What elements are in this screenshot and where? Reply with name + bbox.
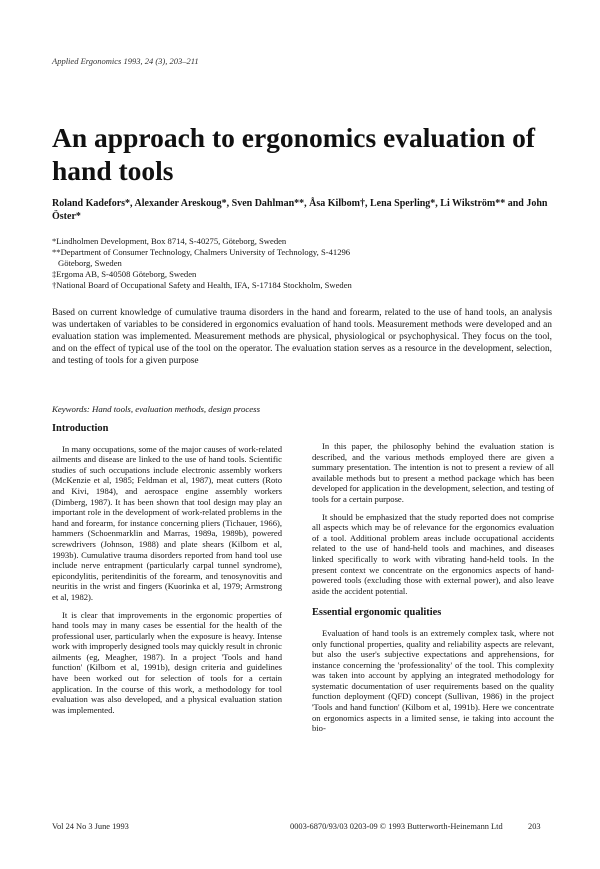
left-column <box>52 424 282 715</box>
footer-copyright: 0003-6870/93/03 0203-09 © 1993 Butterworth-Heinemann Ltd <box>290 822 503 831</box>
paragraph: Evaluation of hand tools is an extremely complex task, where not only functional properties, quality and reliability aspects are relevant, but also the user's subjective expectations and apprehensions, for instance concerning the 'professionality' of the tool. This complexity was taken into account by applying an integrated methodology for systematic documentation of user requirements based on the quality function deployment (QFD) concept (Sullivan, 1986) in the project 'Tools and hand function' (Kilbom et al, 1991b). Here we concentrate on ergonomics aspects in a limited sense, ie taking into account the bio- <box>312 627 554 734</box>
page-number: 203 <box>528 822 541 831</box>
paragraph: It should be emphasized that the study reported does not comprise all aspects which may be of relevance for the ergonomics evaluation of a tool. Additional problem areas include occupational accidents related to the use of hand-held tools and machines, and diseases linked specifically to work with vibrating hand-held tools. In the present context we concentrate on the ergonomics aspects of hand-powered tools (excluding those with external power), and also leave aside the accident potential. <box>312 511 554 596</box>
section-heading-introduction: Introduction <box>52 423 109 434</box>
affiliation-2: **Department of Consumer Technology, Chalmers University of Technology, S-41296 <box>52 247 351 257</box>
paragraph: In this paper, the philosophy behind the evaluation station is described, and the various methods employed there are given a summary presentation. The intention is not to present a review of all available methods but to present a method package which has been developed for application in the development, selection, and testing of tools for a certain purpose. <box>312 441 554 504</box>
section-heading-essential-qualities: Essential ergonomic qualities <box>312 607 442 619</box>
affiliation-3: ‡Ergoma AB, S-40508 Göteborg, Sweden <box>52 269 197 279</box>
running-head: Applied Ergonomics 1993, 24 (3), 203–211 <box>52 56 199 66</box>
paragraph: In many occupations, some of the major causes of work-related ailments and disease are linked to the use of hand tools. Scientific studies of such occupations include electronic assembly workers (McKenzie et al, 1985; Feldman et al, 1987), meat cutters (Roto and Kivi, 1984), and aerospace engine assembly workers (Dimberg, 1987). It has been shown that tool design may play an important role in the development of work-related problems in the hand and forearm, for instance concerning pliers (Tichauer, 1966), hammers (Schoenmarklin and Marras, 1989a, 1989b), powered screwdrivers (Johnson, 1988) and plate shears (Kilbom et al, 1993b). Cumulative trauma disorders reported from hand tool use include nerve entrapment (particularly carpal tunnel syndrome), epicondylitis, peritendinitis of the forearm, and tenosynovitis and neuritis in the wrist and fingers (Kuorinka et al, 1979; Armstrong et al, 1982). <box>52 443 282 602</box>
footer-volume: Vol 24 No 3 June 1993 <box>52 822 129 831</box>
affiliation-2-continued: Göteborg, Sweden <box>58 258 122 268</box>
affiliations <box>52 236 557 291</box>
affiliation-4: †National Board of Occupational Safety and Health, IFA, S-17184 Stockholm, Sweden <box>52 280 352 290</box>
article-title: An approach to ergonomics evaluation of hand tools <box>52 122 536 186</box>
abstract: Based on current knowledge of cumulative trauma disorders in the hand and forearm, related to the use of hand tools, an analysis was undertaken of variables to be considered in ergonomics evaluation of hand tools. Measurement methods were developed and an evaluation station was implemented. Measurement methods are physical, physiological or psychophysical. They focus on the tool, and on the effect of typical use of the tool on the operator. The evaluation station serves as a resource in the development, selection, and testing of tools for a given purpose <box>52 308 552 366</box>
paragraph: It is clear that improvements in the ergonomic properties of hand tools may in many cases be essential for the health of the professional user, particularly when the exposure is heavy. Intense work with improperly designed tools may quickly result in chronic ailments (eg, Meagher, 1987). In a project 'Tools and hand function' (Kilbom et al, 1991b), design criteria and guidelines have been worked out for selection of tools for a certain application. In the course of this work, a methodology for tool evaluation was also developed, and a physical evaluation station was implemented. <box>52 609 282 715</box>
affiliation-1: *Lindholmen Development, Box 8714, S-40275, Göteborg, Sweden <box>52 236 287 246</box>
right-column <box>312 441 554 734</box>
author-list: Roland Kadefors*, Alexander Areskoug*, Sven Dahlman**, Åsa Kilbom†, Lena Sperling*, Li Wikström** and John Öster* <box>52 198 548 222</box>
keywords: Keywords: Hand tools, evaluation methods, design process <box>52 404 261 414</box>
